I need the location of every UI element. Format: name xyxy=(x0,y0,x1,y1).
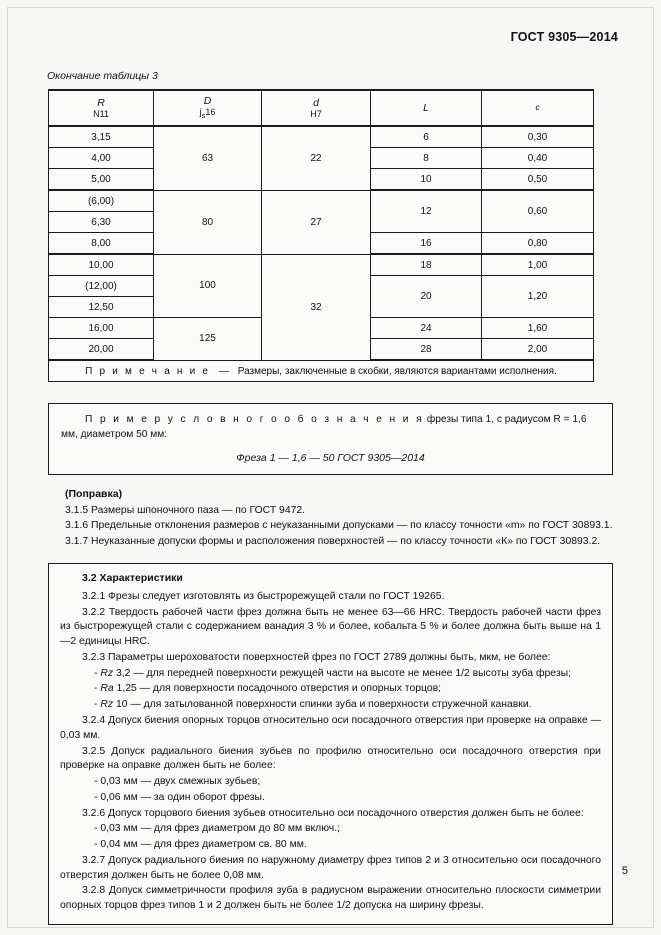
cell-L: 18 xyxy=(371,254,482,276)
paragraph-3-2-2: 3.2.2 Твердость рабочей части фрез должна быть не менее 63—66 HRC. Твердость рабочей части фрез из быстрорежущей стали с содержанием ванадия 3 % и более, кобальта 5 % и более должна быть выше на 1—2 единицы HRC. xyxy=(60,606,601,648)
runout-item-006: - 0,06 мм — за один оборот фрезы. xyxy=(94,791,265,803)
cell-c: 0,40 xyxy=(482,148,594,169)
column-tolerance-d: H7 xyxy=(310,108,322,119)
column-tolerance-R: N11 xyxy=(93,108,109,119)
paragraph-3-2-7: 3.2.7 Допуск радиального биения по наружному диаметру фрез типов 2 и 3 относительно оси посадочного отверстия должен быть не более 0,08 мм. xyxy=(60,854,601,881)
roughness-item-ra125: - Ra 1,25 — для поверхности посадочного отверстия и опорных торцов; xyxy=(94,683,442,695)
roughness-symbol: Ra xyxy=(100,683,114,695)
cell-R: 10,00 xyxy=(49,254,154,276)
roughness-symbol: Rz xyxy=(100,667,114,679)
standard-number-header: ГОСТ 9305—2014 xyxy=(510,30,618,44)
cell-R: 5,00 xyxy=(49,169,154,191)
cell-d: 27 xyxy=(262,190,371,254)
cell-c: 1,00 xyxy=(482,254,594,276)
characteristics-heading: 3.2 Характеристики xyxy=(82,571,183,584)
cell-d: 22 xyxy=(262,126,371,190)
cell-d: 32 xyxy=(262,254,371,360)
cell-L: 28 xyxy=(371,339,482,361)
paragraph-3-2-6: 3.2.6 Допуск торцового биения зубьев относительно оси посадочного отверстия должен быть не более: xyxy=(82,807,584,819)
column-symbol-c: c xyxy=(535,103,540,113)
cell-L: 20 xyxy=(371,276,482,318)
page-content xyxy=(41,30,620,925)
cell-L: 8 xyxy=(371,148,482,169)
designation-example-box xyxy=(48,403,613,475)
cell-c: 1,60 xyxy=(482,318,594,339)
note-text: Размеры, заключенные в скобки, являются вариантами исполнения. xyxy=(237,365,557,377)
column-header-R xyxy=(49,90,154,126)
cell-c: 0,80 xyxy=(482,233,594,255)
column-header-c xyxy=(482,90,594,126)
face-runout-item-003: - 0,03 мм — для фрез диаметром до 80 мм включ.; xyxy=(94,823,340,835)
correction-block xyxy=(41,488,620,550)
cell-D: 63 xyxy=(154,126,262,190)
column-header-D xyxy=(154,90,262,126)
designation-example-formula: Фреза 1 — 1,6 — 50 ГОСТ 9305—2014 xyxy=(236,451,425,464)
paragraph-3-1-6: 3.1.6 Предельные отклонения размеров с неуказанными допусками — по классу точности «m» по ГОСТ 30893.1. xyxy=(65,520,613,532)
cell-c: 0,30 xyxy=(482,126,594,148)
cell-L: 16 xyxy=(371,233,482,255)
column-symbol-L: L xyxy=(423,101,429,114)
table-caption: Окончание таблицы 3 xyxy=(47,70,158,82)
column-header-L xyxy=(371,90,482,126)
note-dash: — xyxy=(218,365,229,377)
cell-R: (6,00) xyxy=(49,190,154,212)
cell-c: 0,50 xyxy=(482,169,594,191)
column-tolerance-D: $j_s16$ xyxy=(199,107,216,121)
cell-L: 24 xyxy=(371,318,482,339)
correction-label: (Поправка) xyxy=(65,487,123,500)
page-number: 5 xyxy=(621,865,628,877)
cell-R: 3,15 xyxy=(49,126,154,148)
designation-example-label: П р и м е р у с л о в н о г о о б о з н а ч е н и я xyxy=(85,414,424,425)
cell-D: 100 xyxy=(154,254,262,318)
roughness-text: 3,2 — для передней поверхности режущей части на высоте не менее 1/2 высоты зуба фрезы; xyxy=(113,667,571,679)
column-symbol-R: R xyxy=(97,96,105,109)
paragraph-3-1-5: 3.1.5 Размеры шпоночного паза — по ГОСТ 9472. xyxy=(65,504,306,516)
cell-c: 2,00 xyxy=(482,339,594,361)
runout-item-003: - 0,03 мм — двух смежных зубьев; xyxy=(94,776,261,788)
cell-c: 0,60 xyxy=(482,190,594,233)
table-row xyxy=(49,254,594,276)
table-note xyxy=(49,360,594,382)
cell-R: 4,00 xyxy=(49,148,154,169)
table-row xyxy=(49,126,594,148)
roughness-text: 1,25 — для поверхности посадочного отверстия и опорных торцов; xyxy=(113,683,442,695)
cell-R: 8,00 xyxy=(49,233,154,255)
roughness-item-rz32: - Rz 3,2 — для передней поверхности режущей части на высоте не менее 1/2 высоты зуба фрезы; xyxy=(94,667,571,679)
roughness-text: 10 — для затылованной поверхности спинки зуба и поверхности стружечной канавки. xyxy=(113,699,532,711)
cell-c: 1,20 xyxy=(482,276,594,318)
designation-example-body: фрезы типа 1, с радиусом R = 1,6 мм, диаметром 50 мм: xyxy=(61,414,587,440)
paragraph-3-1-7: 3.1.7 Неуказанные допуски формы и расположения поверхностей — по классу точности «К» по ГОСТ 30893.2. xyxy=(65,536,601,548)
paragraph-3-2-4: 3.2.4 Допуск биения опорных торцов относительно оси посадочного отверстия при проверке на оправке — 0,03 мм. xyxy=(60,714,601,741)
dimensions-table xyxy=(48,89,594,382)
roughness-symbol: Rz xyxy=(100,699,114,711)
column-header-d xyxy=(262,90,371,126)
table-header-row xyxy=(49,90,594,126)
cell-L: 10 xyxy=(371,169,482,191)
characteristics-section xyxy=(48,563,613,925)
cell-R: (12,00) xyxy=(49,276,154,297)
cell-R: 20,00 xyxy=(49,339,154,361)
table-row xyxy=(49,190,594,212)
cell-R: 6,30 xyxy=(49,212,154,233)
cell-R: 12,50 xyxy=(49,297,154,318)
roughness-item-rz10: - Rz 10 — для затылованной поверхности спинки зуба и поверхности стружечной канавки. xyxy=(94,699,532,711)
face-runout-item-004: - 0,04 мм — для фрез диаметром св. 80 мм. xyxy=(94,839,307,851)
column-symbol-D: D xyxy=(203,95,212,108)
paragraph-3-2-3: 3.2.3 Параметры шероховатости поверхностей фрез по ГОСТ 2789 должны быть, мкм, не более: xyxy=(82,651,551,663)
paragraph-3-2-5: 3.2.5 Допуск радиального биения зубьев по профилю относительно оси посадочного отверстия при проверке на оправке должен быть не более: xyxy=(60,745,601,772)
column-symbol-d: d xyxy=(313,96,319,109)
cell-D: 80 xyxy=(154,190,262,254)
cell-R: 16,00 xyxy=(49,318,154,339)
cell-L: 12 xyxy=(371,190,482,233)
paragraph-3-2-8: 3.2.8 Допуск симметричности профиля зуба в радиусном выражении относительно плоскости симметрии опорных торцов фрез типов 1 и 2 должен быть не более 1/2 допуска на ширину фрезы. xyxy=(60,885,601,912)
table-note-row xyxy=(49,360,594,382)
cell-D: 125 xyxy=(154,318,262,361)
cell-L: 6 xyxy=(371,126,482,148)
note-label: П р и м е ч а н и е xyxy=(85,365,211,377)
designation-example-text xyxy=(61,413,600,443)
paragraph-3-2-1: 3.2.1 Фрезы следует изготовлять из быстрорежущей стали по ГОСТ 19265. xyxy=(82,590,445,602)
